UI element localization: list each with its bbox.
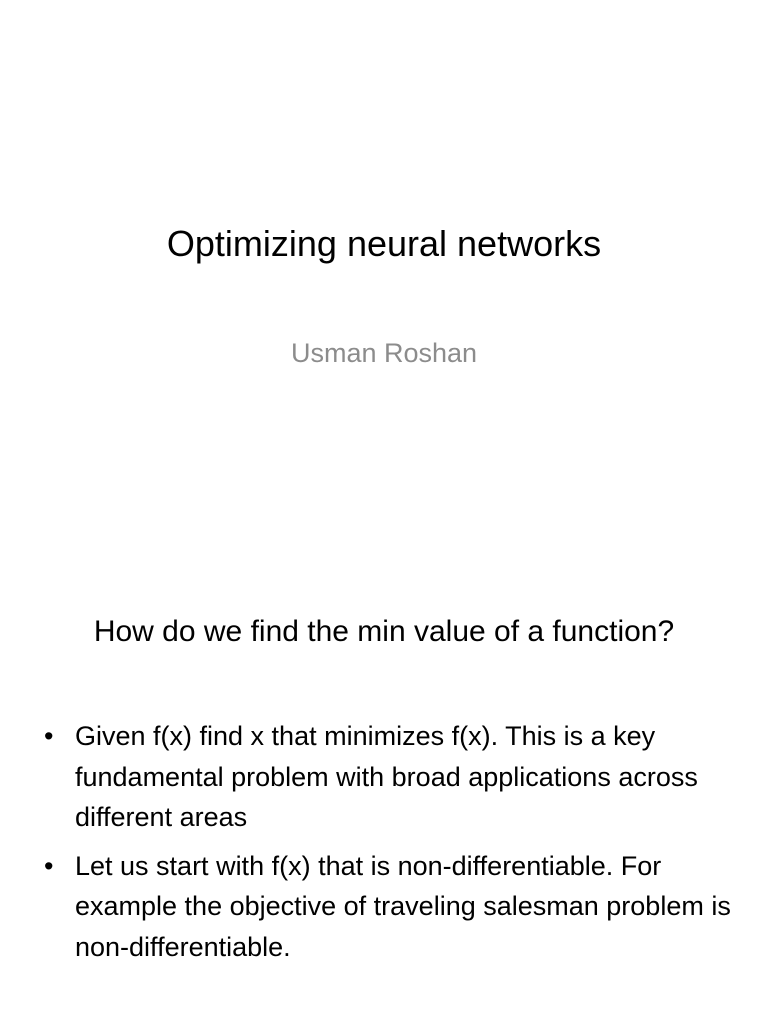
bullet-list	[0, 716, 768, 975]
bullet-item	[0, 846, 768, 968]
slide-heading: How do we find the min value of a function?	[93, 615, 675, 648]
bullet-item	[0, 716, 768, 838]
bullet-text: Given f(x) find x that minimizes f(x). This is a key fundamental problem with broad applications across different areas	[75, 721, 698, 832]
bullet-dot-icon: •	[44, 721, 54, 751]
bullet-dot-icon: •	[44, 850, 54, 881]
slide-subtitle-author: Usman Roshan	[290, 338, 478, 368]
bullet-text: Let us start with f(x) that is non-differentiable. For example the objective of traveling salesman problem is non-differentiable.	[75, 850, 731, 962]
slide-title: Optimizing neural networks	[166, 223, 602, 264]
